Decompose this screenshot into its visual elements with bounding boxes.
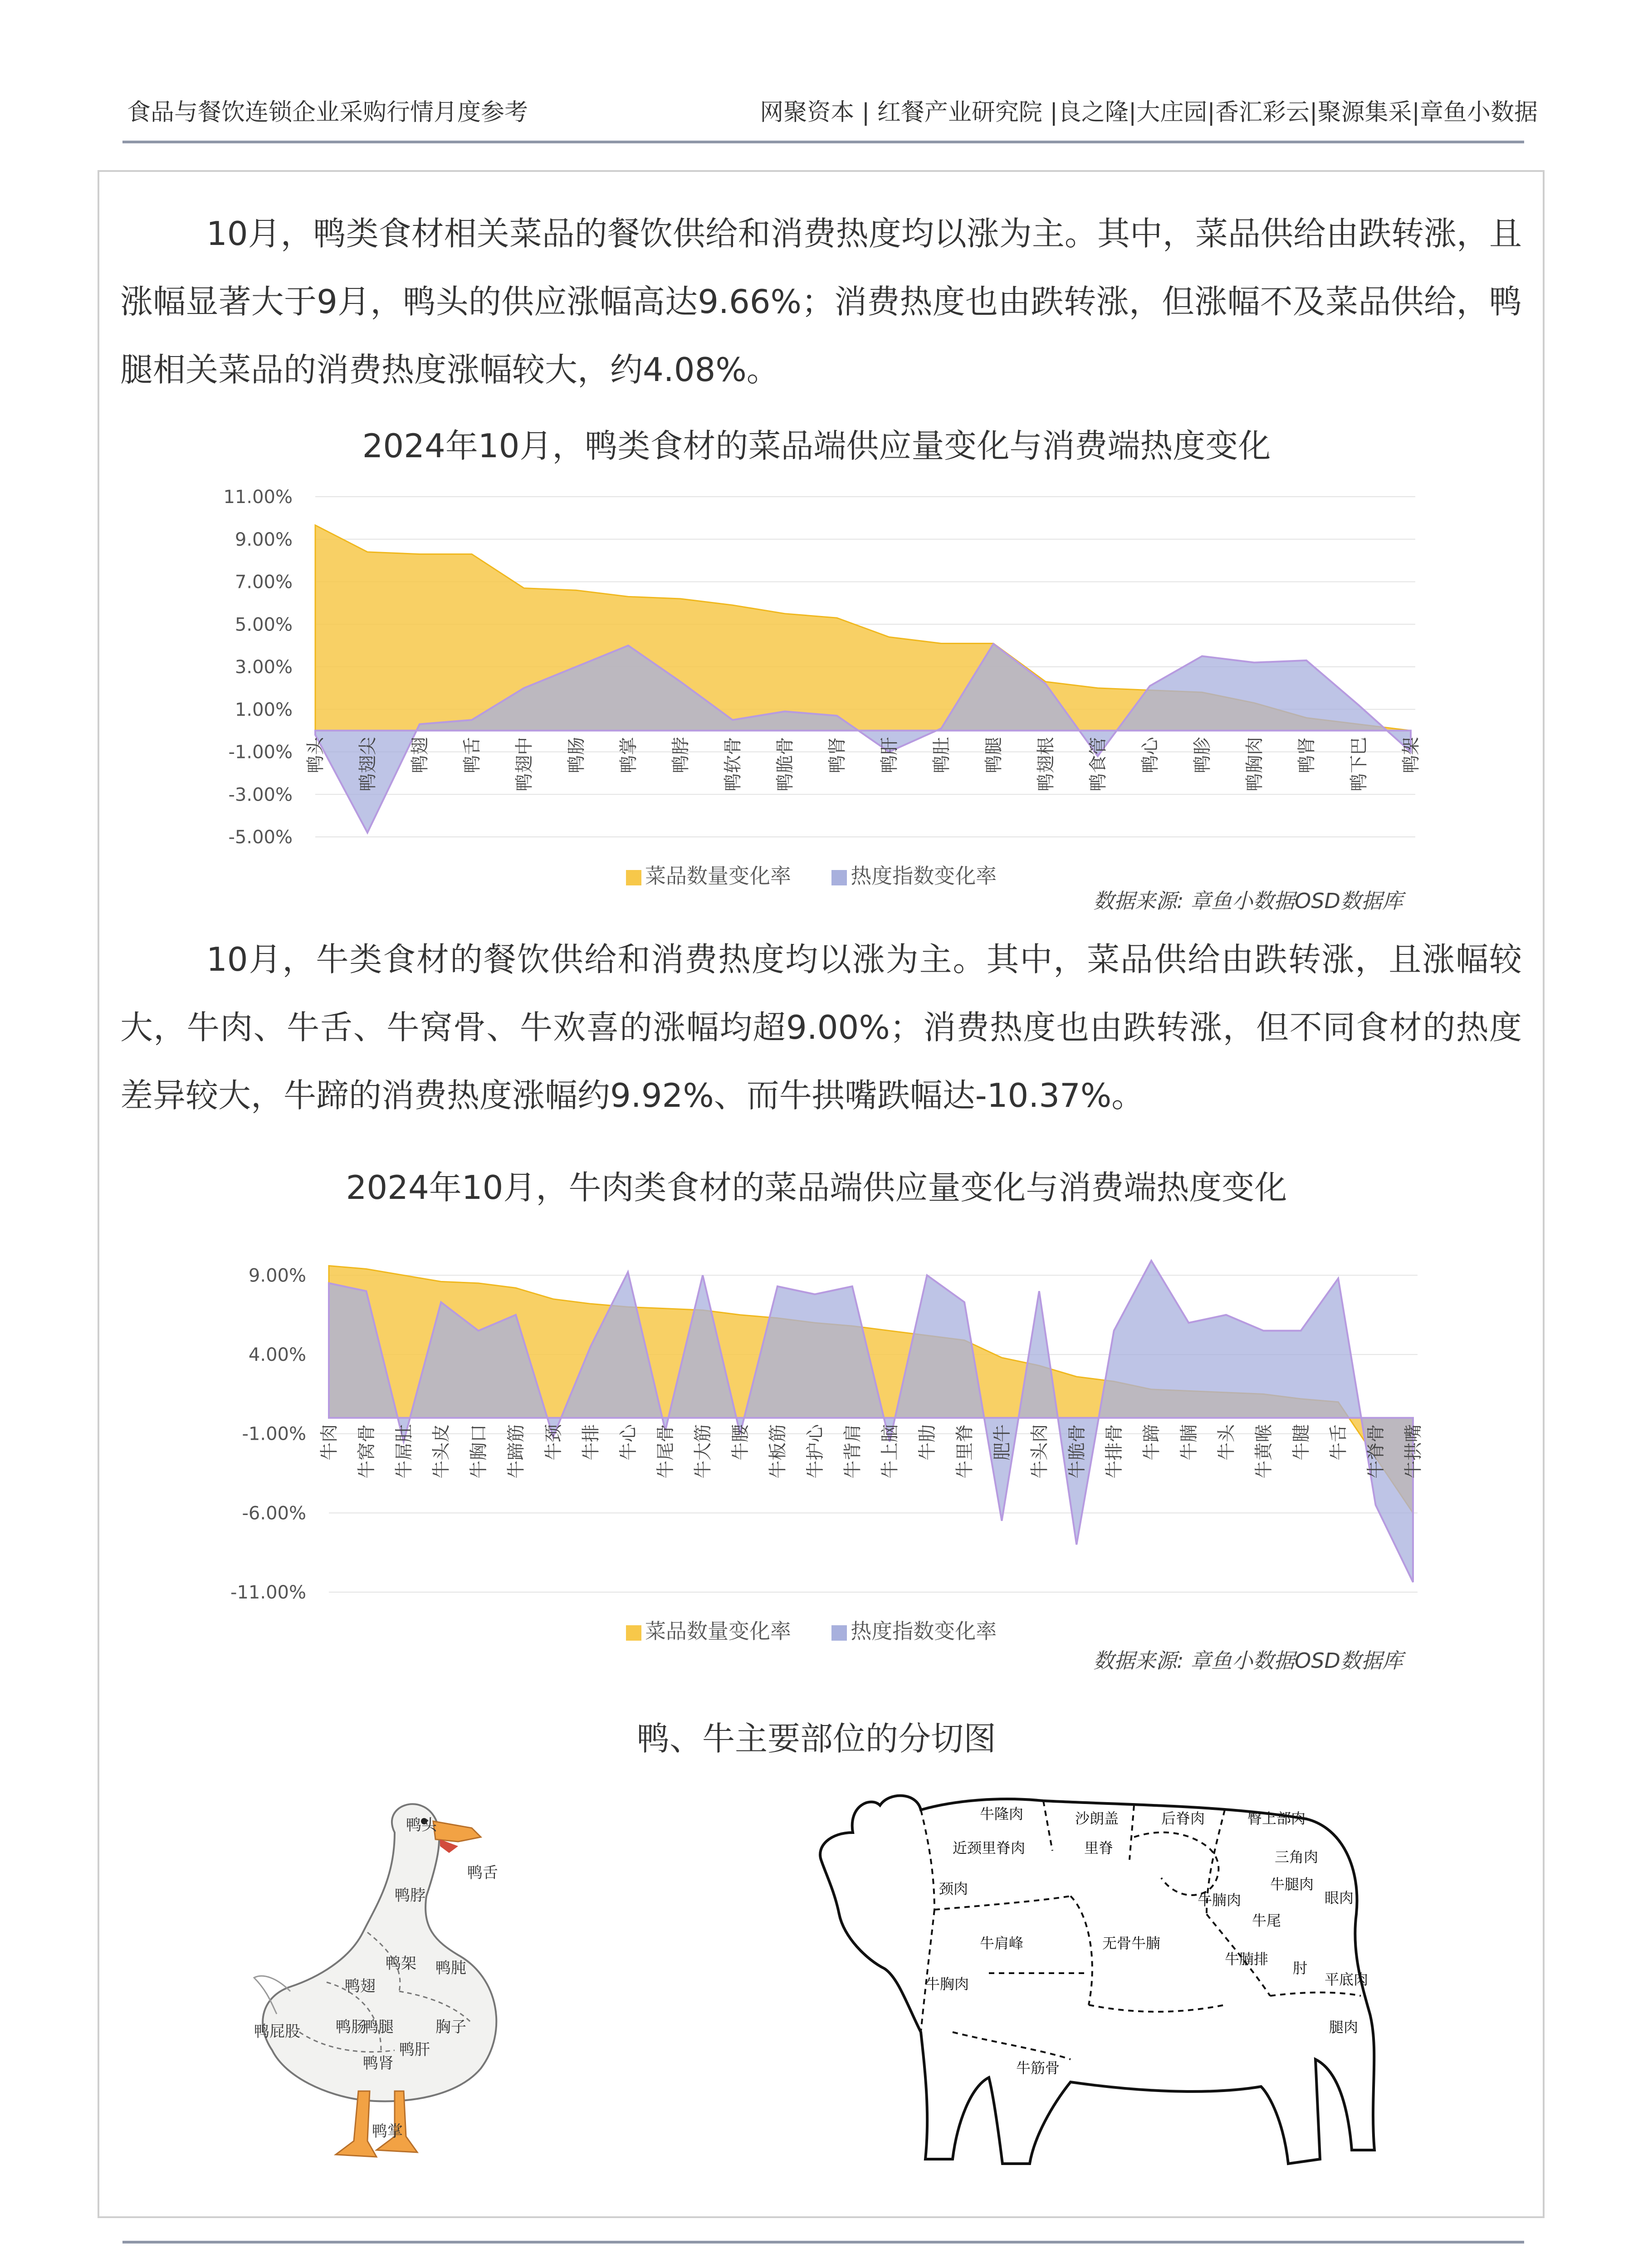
y-tick-label: 9.00% bbox=[235, 529, 293, 550]
x-category-label: 牛板筋 bbox=[767, 1424, 788, 1479]
x-category-label: 牛腰 bbox=[730, 1424, 751, 1461]
x-category-label: 牛黄喉 bbox=[1253, 1424, 1275, 1479]
cow-label-6: 三角肉 bbox=[1275, 1848, 1319, 1866]
page-header bbox=[122, 93, 1538, 125]
x-category-label: 牛屌肚 bbox=[393, 1424, 415, 1479]
x-category-label: 鸭脖 bbox=[670, 737, 691, 773]
x-category-label: 鸭心 bbox=[1140, 737, 1161, 773]
x-category-label: 鸭食管 bbox=[1088, 737, 1109, 792]
cow-label-0: 牛隆肉 bbox=[980, 1805, 1024, 1823]
header-rule bbox=[122, 141, 1524, 143]
x-category-label: 鸭肠 bbox=[566, 737, 587, 773]
paragraph-duck bbox=[120, 200, 1522, 404]
duck-label-0: 鸭头 bbox=[406, 1816, 437, 1834]
legend-supply-swatch bbox=[626, 1625, 641, 1641]
y-tick-label: -1.00% bbox=[228, 742, 293, 763]
paragraph-beef bbox=[120, 925, 1522, 1129]
cow-label-2: 后脊肉 bbox=[1161, 1810, 1205, 1827]
legend-heat-label: 热度指数变化率 bbox=[851, 864, 997, 888]
x-category-label: 牛排骨 bbox=[1104, 1424, 1125, 1479]
x-category-label: 牛里脊 bbox=[954, 1424, 976, 1479]
duck-label-12: 鸭掌 bbox=[372, 2122, 403, 2141]
x-category-label: 鸭架 bbox=[1401, 737, 1422, 773]
footer-rule bbox=[122, 2241, 1524, 2244]
y-tick-label: 9.00% bbox=[248, 1265, 306, 1286]
duck-label-5: 鸭翅 bbox=[345, 1977, 376, 1995]
y-tick-label: -6.00% bbox=[242, 1503, 306, 1524]
x-category-label: 鸭翅根 bbox=[1036, 737, 1056, 792]
beef-chart bbox=[0, 1243, 1633, 1624]
x-category-label: 鸭翅 bbox=[410, 737, 430, 773]
x-category-label: 牛蹄筋 bbox=[506, 1424, 527, 1479]
y-tick-label: 4.00% bbox=[248, 1344, 306, 1366]
x-category-label: 牛舌 bbox=[1328, 1424, 1349, 1461]
header-left-title: 食品与餐饮连锁企业采购行情月度参考 bbox=[127, 99, 528, 126]
cow-label-17: 牛胸肉 bbox=[925, 1975, 969, 1993]
cow-label-18: 腿肉 bbox=[1329, 2019, 1359, 2036]
x-category-label: 牛腱 bbox=[1291, 1424, 1312, 1461]
x-category-label: 牛头皮 bbox=[431, 1424, 452, 1479]
x-category-label: 牛颈 bbox=[543, 1424, 564, 1461]
x-category-label: 牛腩 bbox=[1178, 1424, 1200, 1461]
duck-label-11: 鸭肝 bbox=[399, 2041, 430, 2059]
chart1-source: 数据来源: 章鱼小数据OSD数据库 bbox=[1093, 889, 1403, 913]
cow-label-9: 牛腿肉 bbox=[1270, 1876, 1314, 1893]
legend-supply-swatch bbox=[626, 870, 641, 885]
x-category-label: 鸭肾 bbox=[1296, 737, 1317, 773]
x-category-label: 牛排 bbox=[580, 1424, 601, 1461]
x-category-label: 鸭胗 bbox=[1192, 737, 1213, 773]
paragraph-duck-text: 10月，鸭类食材相关菜品的餐饮供给和消费热度均以涨为主。其中，菜品供给由跌转涨，且涨幅显著大于9月，鸭头的供应涨幅高达9.66%；消费热度也由跌转涨，但涨幅不及菜品供给，鸭腿相关菜品的消费热度涨幅较大，约4.08%。 bbox=[120, 215, 1522, 389]
legend-heat-label: 热度指数变化率 bbox=[851, 1619, 997, 1643]
paragraph-beef-text: 10月，牛类食材的餐饮供给和消费热度均以涨为主。其中，菜品供给由跌转涨，且涨幅较大，牛肉、牛舌、牛窝骨、牛欢喜的涨幅均超9.00%；消费热度也由跌转涨，但不同食材的热度差异较大，牛蹄的消费热度涨幅约9.92%、而牛拱嘴跌幅达-10.37%。 bbox=[120, 940, 1522, 1114]
cow-label-4: 近颈里脊肉 bbox=[953, 1839, 1026, 1857]
cow-label-3: 臀上部肉 bbox=[1247, 1810, 1306, 1827]
cow-label-5: 里脊 bbox=[1084, 1839, 1114, 1857]
duck-label-6: 鸭肠 bbox=[336, 2018, 367, 2036]
x-category-label: 牛拱嘴 bbox=[1403, 1424, 1424, 1479]
chart1-legend bbox=[626, 860, 997, 890]
duck-cut-diagram bbox=[245, 1778, 653, 2168]
x-category-label: 牛大筋 bbox=[693, 1424, 714, 1479]
cow-label-10: 眼肉 bbox=[1325, 1889, 1354, 1906]
x-category-label: 牛窝骨 bbox=[356, 1424, 377, 1479]
x-category-label: 牛蹄 bbox=[1141, 1424, 1163, 1461]
y-tick-label: 11.00% bbox=[223, 487, 293, 508]
chart2-source: 数据来源: 章鱼小数据OSD数据库 bbox=[1093, 1648, 1403, 1673]
x-category-label: 鸭掌 bbox=[618, 737, 639, 773]
cow-label-12: 牛肩峰 bbox=[980, 1935, 1024, 1952]
cow-label-1: 沙朗盖 bbox=[1075, 1810, 1119, 1827]
cow-label-13: 无骨牛腩 bbox=[1102, 1935, 1161, 1952]
cow-label-8: 牛腩肉 bbox=[1198, 1892, 1242, 1909]
duck-label-1: 鸭舌 bbox=[467, 1864, 498, 1882]
duck-label-8: 胸子 bbox=[435, 2018, 466, 2036]
legend-heat-swatch bbox=[831, 870, 847, 885]
x-category-label: 鸭翅中 bbox=[514, 737, 535, 792]
x-category-label: 鸭肝 bbox=[879, 737, 900, 773]
x-category-label: 鸭翅尖 bbox=[357, 737, 378, 792]
x-category-label: 鸭胸肉 bbox=[1244, 737, 1265, 792]
duck-label-2: 鸭脖 bbox=[395, 1887, 425, 1905]
cow-label-16: 平底肉 bbox=[1325, 1971, 1369, 1988]
chart1-title: 2024年10月，鸭类食材的菜品端供应量变化与消费端热度变化 bbox=[362, 427, 1271, 465]
y-tick-label: -5.00% bbox=[228, 827, 293, 848]
x-category-label: 牛尾骨 bbox=[655, 1424, 676, 1479]
cow-label-15: 肘 bbox=[1293, 1960, 1308, 1977]
x-category-label: 牛脆骨 bbox=[1066, 1424, 1088, 1479]
figure-title: 鸭、牛主要部位的分切图 bbox=[636, 1720, 996, 1758]
y-tick-label: -3.00% bbox=[228, 784, 293, 806]
y-tick-label: 3.00% bbox=[235, 657, 293, 678]
x-category-label: 鸭下巴 bbox=[1349, 737, 1369, 792]
duck-label-9: 鸭屁股 bbox=[254, 2023, 300, 2041]
x-category-label: 肥牛 bbox=[992, 1424, 1013, 1461]
cow-label-11: 牛尾 bbox=[1252, 1912, 1281, 1929]
legend-supply-label: 菜品数量变化率 bbox=[645, 1619, 791, 1643]
cow-label-19: 牛筋骨 bbox=[1016, 2059, 1060, 2077]
x-category-label: 牛护心 bbox=[805, 1424, 826, 1479]
x-category-label: 牛脊骨 bbox=[1365, 1424, 1387, 1479]
cow-label-7: 颈肉 bbox=[939, 1880, 968, 1897]
x-category-label: 鸭脆骨 bbox=[775, 737, 796, 792]
x-category-label: 鸭软骨 bbox=[723, 737, 743, 792]
x-category-label: 牛心 bbox=[618, 1424, 639, 1461]
y-tick-label: 7.00% bbox=[235, 572, 293, 593]
x-category-label: 鸭头 bbox=[305, 737, 326, 773]
x-category-label: 鸭舌 bbox=[462, 737, 483, 773]
duck-label-10: 鸭肾 bbox=[363, 2054, 394, 2072]
x-category-label: 牛背肩 bbox=[842, 1424, 863, 1479]
y-tick-label: -11.00% bbox=[230, 1582, 306, 1603]
y-tick-label: 5.00% bbox=[235, 614, 293, 635]
x-category-label: 牛头 bbox=[1216, 1424, 1237, 1461]
duck-label-7: 鸭腿 bbox=[363, 2018, 394, 2036]
legend-heat-swatch bbox=[831, 1625, 847, 1641]
chart2-legend bbox=[626, 1615, 997, 1645]
duck-label-4: 鸭肫 bbox=[435, 1959, 466, 1977]
x-category-label: 牛上脑 bbox=[880, 1424, 901, 1479]
y-tick-label: 1.00% bbox=[235, 699, 293, 720]
header-right-sources: 网聚资本 | 红餐产业研究院 |良之隆|大庄园|香汇彩云|聚源集采|章鱼小数据 bbox=[760, 99, 1538, 126]
legend-supply-label: 菜品数量变化率 bbox=[645, 864, 791, 888]
cow-cut-diagram bbox=[816, 1778, 1406, 2200]
cow-label-14: 牛腩排 bbox=[1225, 1950, 1269, 1968]
x-category-label: 牛头肉 bbox=[1029, 1424, 1050, 1479]
x-category-label: 牛肉 bbox=[319, 1424, 340, 1461]
x-category-label: 鸭腿 bbox=[983, 737, 1004, 773]
chart2-title: 2024年10月，牛肉类食材的菜品端供应量变化与消费端热度变化 bbox=[346, 1168, 1287, 1207]
duck-chart bbox=[0, 472, 1633, 853]
x-category-label: 鸭肚 bbox=[931, 737, 952, 773]
duck-label-3: 鸭架 bbox=[386, 1955, 416, 1973]
x-category-label: 鸭肾 bbox=[827, 737, 848, 773]
y-tick-label: -1.00% bbox=[242, 1423, 306, 1445]
x-category-label: 牛胸口 bbox=[468, 1424, 489, 1479]
x-category-label: 牛肋 bbox=[917, 1424, 938, 1461]
